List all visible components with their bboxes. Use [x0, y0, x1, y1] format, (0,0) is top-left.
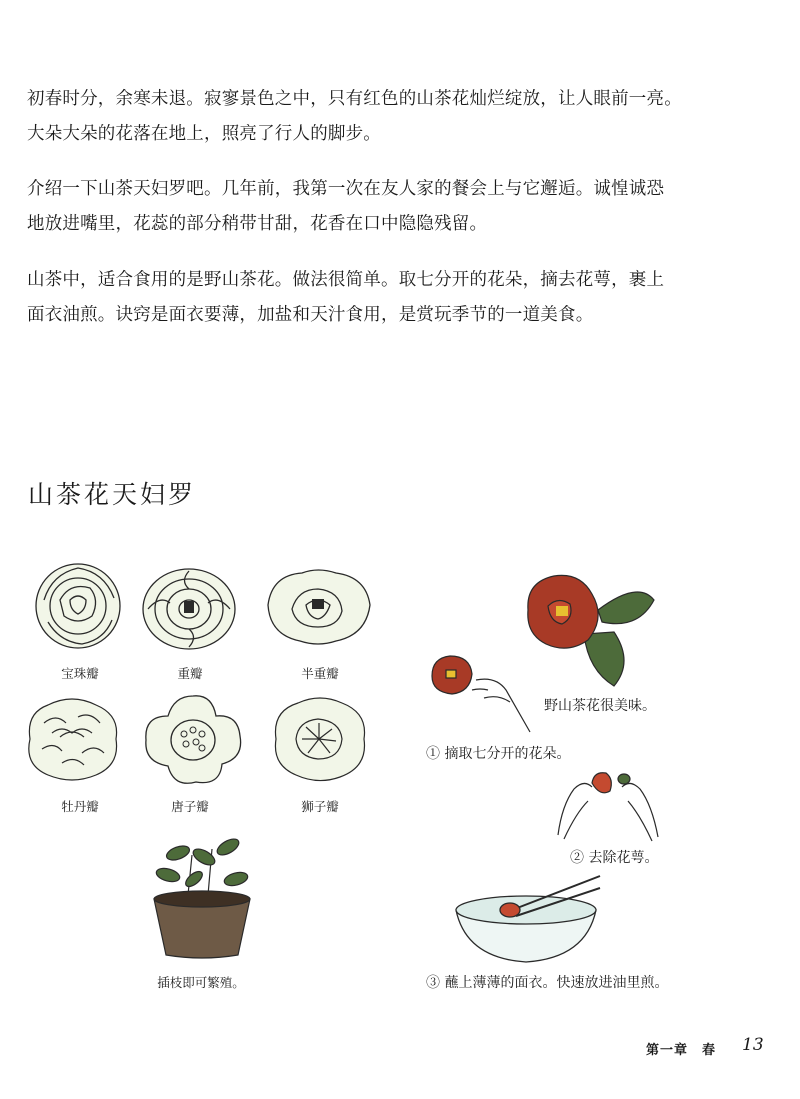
paragraph-2-line-1: 介绍一下山茶天妇罗吧。几年前，我第一次在友人家的餐会上与它邂逅。诚惶诚恐 — [27, 179, 665, 199]
section-title: 山茶花天妇罗 — [28, 480, 197, 509]
picking-flower-illustration — [426, 650, 536, 738]
flower-type-label-5: 唐子瓣 — [171, 799, 209, 814]
page-number: 13 — [742, 1035, 764, 1055]
batter-bowl-illustration — [452, 870, 602, 966]
paragraph-3 — [27, 263, 747, 333]
pot-caption: 插枝即可繁殖。 — [157, 975, 245, 990]
potted-cutting-illustration — [148, 835, 256, 961]
chapter-label: 第一章 春 — [646, 1043, 717, 1058]
removing-calyx-illustration — [548, 765, 668, 843]
flower-type-label-1: 宝珠瓣 — [61, 666, 99, 681]
step-2-text: ② 去除花萼。 — [570, 850, 659, 866]
flower-type-label-6: 狮子瓣 — [301, 799, 339, 814]
paragraph-2-line-2: 地放进嘴里，花蕊的部分稍带甘甜，花香在口中隐隐残留。 — [27, 214, 488, 234]
paragraph-3-line-1: 山茶中，适合食用的是野山茶花。做法很简单。取七分开的花朵，摘去花萼，裹上 — [27, 270, 665, 290]
paragraph-1-line-1: 初春时分，余寒未退。寂寥景色之中，只有红色的山茶花灿烂绽放，让人眼前一亮。 — [27, 89, 682, 109]
banchongban-flower-illustration — [262, 565, 374, 647]
baozhu-flower-illustration — [30, 560, 126, 652]
flower-type-label-3: 半重瓣 — [301, 666, 339, 681]
paragraph-3-line-2: 面衣油煎。诀窍是面衣要薄，加盐和天汁食用，是赏玩季节的一道美食。 — [27, 305, 594, 325]
flower-type-label-2: 重瓣 — [177, 666, 203, 681]
step-1-text: ① 摘取七分开的花朵。 — [426, 746, 571, 762]
mudan-flower-illustration — [22, 693, 122, 785]
wild-camellia-caption: 野山茶花很美味。 — [544, 698, 656, 714]
chongban-flower-illustration — [140, 565, 238, 653]
tangzi-flower-illustration — [140, 690, 246, 788]
flower-type-label-4: 牡丹瓣 — [61, 799, 99, 814]
shizi-flower-illustration — [268, 693, 370, 785]
wild-camellia-illustration — [518, 570, 658, 690]
paragraph-2 — [27, 172, 747, 242]
paragraph-1-line-2: 大朵大朵的花落在地上，照亮了行人的脚步。 — [27, 124, 381, 144]
step-3-text: ③ 蘸上薄薄的面衣。快速放进油里煎。 — [426, 975, 669, 991]
paragraph-1 — [27, 82, 747, 152]
